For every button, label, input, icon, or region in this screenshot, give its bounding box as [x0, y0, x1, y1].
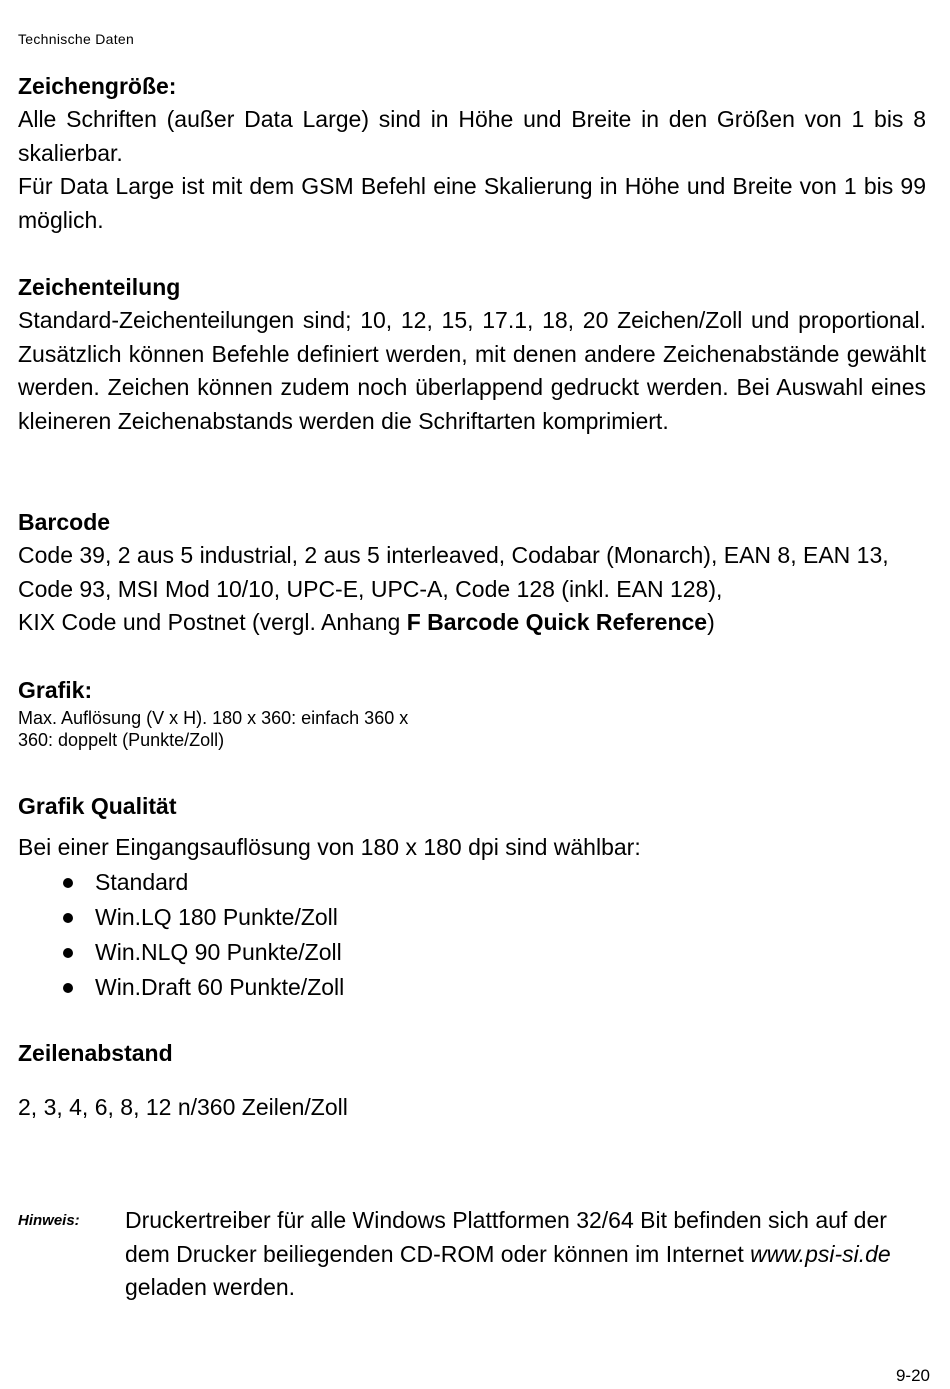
- paragraph: Für Data Large ist mit dem GSM Befehl eine Skalierung in Höhe und Breite von 1 bis 99 möglich.: [18, 173, 926, 233]
- appendix-reference: F Barcode Quick Reference: [406, 609, 708, 635]
- bullet-icon: [63, 878, 73, 888]
- paragraph: [18, 606, 926, 640]
- section-zeichenteilung: [18, 271, 926, 438]
- list-item-label: Win.Draft 60 Punkte/Zoll: [95, 973, 345, 1000]
- paragraph: Standard-Zeichenteilungen sind; 10, 12, 15, 17.1, 18, 20 Zeichen/Zoll und proportional. Zusätzlich können Befehle definiert werden, mit denen andere Zeichenabstände gewählt werden. Zeichen können zudem noch überlappend gedruckt werden. Bei Auswahl eines kleineren Zeichenabstands werden die Schriftarten komprimiert.: [18, 307, 926, 434]
- text-run: ): [707, 609, 715, 635]
- section-body: [18, 539, 926, 640]
- section-heading: Zeilenabstand: [18, 1040, 173, 1066]
- section-heading: Grafik:: [18, 677, 93, 703]
- text-run: geladen werden.: [125, 1274, 296, 1300]
- page-number: 9-20: [895, 1366, 930, 1385]
- section-body: 2, 3, 4, 6, 8, 12 n/360 Zeilen/Zoll: [18, 1094, 348, 1120]
- list-item-label: Win.NLQ 90 Punkte/Zoll: [95, 938, 342, 965]
- running-header: Technische Daten: [18, 31, 135, 47]
- list-item-label: Win.LQ 180 Punkte/Zoll: [95, 903, 338, 930]
- bullet-icon: [63, 948, 73, 958]
- text-line: 360: doppelt (Punkte/Zoll): [18, 730, 225, 750]
- section-heading: Grafik Qualität: [18, 793, 177, 819]
- section-body: [18, 304, 926, 438]
- section-grafik: [18, 674, 926, 751]
- website-url: www.psi-si.de: [750, 1240, 891, 1267]
- paragraph: Code 39, 2 aus 5 industrial, 2 aus 5 interleaved, Codabar (Monarch), EAN 8, EAN 13, Code 93, MSI Mod 10/10, UPC-E, UPC-A, Code 128 (inkl. EAN 128),: [18, 542, 889, 602]
- list-item-label: Standard: [95, 868, 189, 895]
- list-item: [18, 900, 926, 935]
- section-zeichengroesse: [18, 70, 926, 237]
- note-text: [125, 1204, 915, 1305]
- section-heading: Zeichenteilung: [18, 274, 181, 300]
- list-item: [18, 865, 926, 900]
- section-heading: Zeichengröße:: [18, 73, 177, 99]
- note-label: Hinweis:: [18, 1212, 80, 1229]
- section-grafik-qualitaet: [18, 790, 926, 1005]
- bullet-icon: [63, 913, 73, 923]
- section-intro: Bei einer Eingangsauflösung von 180 x 180 dpi sind wählbar:: [18, 834, 641, 860]
- section-body: [18, 707, 926, 751]
- bullet-list: [18, 865, 926, 1005]
- paragraph: Alle Schriften (außer Data Large) sind in Höhe und Breite in den Größen von 1 bis 8 skalierbar.: [18, 106, 926, 166]
- section-body: [18, 103, 926, 237]
- text-line: Max. Auflösung (V x H). 180 x 360: einfach 360 x: [18, 708, 409, 728]
- section-barcode: [18, 506, 926, 640]
- section-heading: Barcode: [18, 509, 111, 535]
- section-zeilenabstand: [18, 1037, 926, 1125]
- bullet-icon: [63, 983, 73, 993]
- list-item: [18, 935, 926, 970]
- text-run: KIX Code und Postnet (vergl. Anhang: [18, 609, 407, 635]
- list-item: [18, 970, 926, 1005]
- text-run: Druckertreiber für alle Windows Plattformen 32/64 Bit befinden sich auf der dem Drucker beiliegenden CD-ROM oder können im Internet: [125, 1207, 887, 1267]
